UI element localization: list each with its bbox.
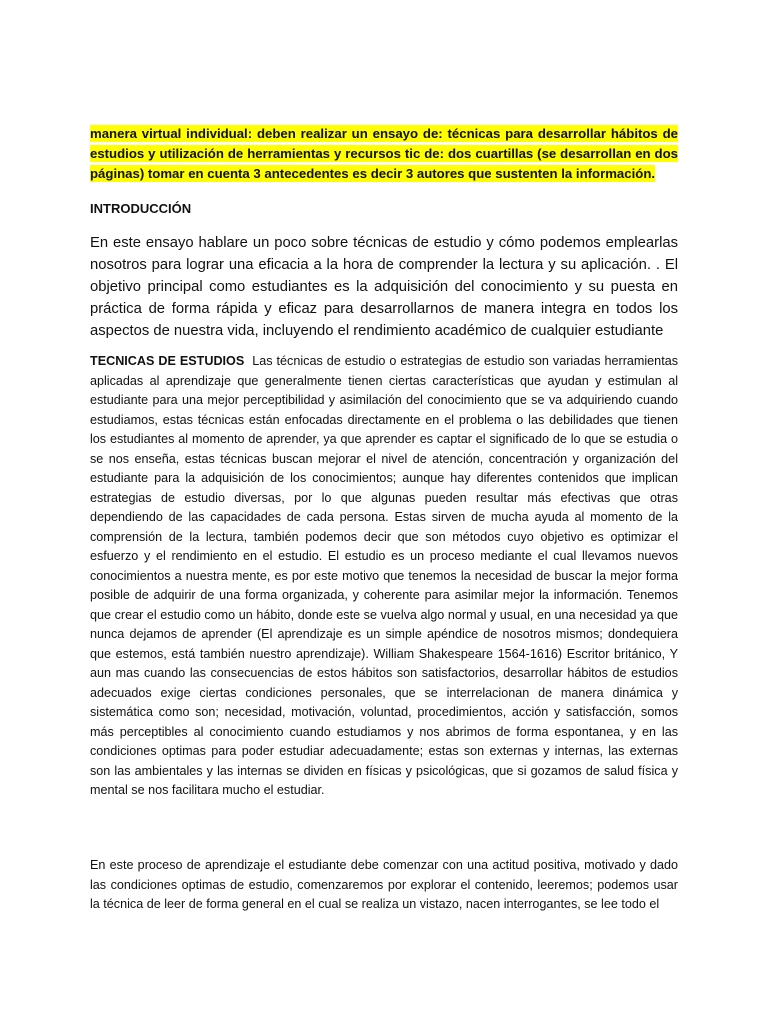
- techniques-heading: TECNICAS DE ESTUDIOS: [90, 354, 245, 368]
- techniques-paragraph: [90, 352, 678, 801]
- highlighted-text: manera virtual individual: deben realizar un ensayo de: técnicas para desarrollar hábitos de estudios y utilización de herramientas y recursos tic de: dos cuartillas (se desarrollan en dos páginas) tomar en cuenta 3 antecedentes es decir 3 autores que sustenten la información.: [90, 126, 678, 181]
- intro-paragraph: En este ensayo hablare un poco sobre técnicas de estudio y cómo podemos emplearlas nosotros para lograr una eficacia a la hora de comprender la lectura y su aplicación. . El objetivo principal como estudiantes es la adquisición del conocimiento y su puesta en práctica de forma rápida y eficaz para desarrollarnos de manera integra en todos los aspectos de nuestra vida, incluyendo el rendimiento académico de cualquier estudiante: [90, 235, 678, 339]
- assignment-instruction: [90, 124, 678, 184]
- intro-heading: INTRODUCCIÓN: [90, 201, 192, 216]
- process-paragraph: En este proceso de aprendizaje el estudiante debe comenzar con una actitud positiva, motivado y dado las condiciones optimas de estudio, comenzaremos por explorar el contenido, leeremos; podemos usar la técnica de leer de forma general en el cual se realiza un vistazo, nacen interrogantes, se lee todo el: [90, 858, 678, 911]
- techniques-text: Las técnicas de estudio o estrategias de estudio son variadas herramientas aplicadas al aprendizaje que generalmente tienen ciertas características que ayudan y estimulan al estudiante para una mejor perceptibilidad y asimilación del conocimiento que se va adquiriendo cuando estudiamos, estas técnicas están enfocadas directamente en el problema o las debilidades que tienen los estudiantes al momento de aprender, ya que aprender es captar el significado de lo que se estudia o se nos enseña, estas técnicas buscan mejorar el nivel de atención, concentración y organización del estudiante para la adquisición de los conocimientos; aunque hay diferentes contenidos que implican estrategias de estudio diversas, por lo que algunas pueden resultar más efectivas que otras dependiendo de las capacidades de cada persona. Estas sirven de mucha ayuda al momento de la comprensión de la lectura, también podemos decir que son métodos cuyo objetivo es optimizar el esfuerzo y el rendimiento en el estudio. El estudio es un proceso mediante el cual llevamos nuevos conocimientos a nuestra mente, es por este motivo que tenemos la necesidad de buscar la mejor forma posible de adquirir de una forma organizada, y coherente para asimilar mejor la información. Tenemos que crear el estudio como un hábito, donde este se vuelva algo normal y usual, en una necesidad ya que nunca dejamos de aprender (El aprendizaje es un simple apéndice de nosotros mismos; dondequiera que estemos, está también nuestro aprendizaje). William Shakespeare 1564-1616) Escritor británico, Y aun mas cuando las consecuencias de estos hábitos son satisfactorios, desarrollar hábitos de estudios adecuados exige ciertas condiciones personales, que se interrelacionan de manera dinámica y sistemática como son; necesidad, motivación, voluntad, procedimientos, acción y satisfacción, somos más perceptibles al conocimiento cuando estudiamos y nos abrimos de forma espontanea, y en las condiciones optimas para poder estudiar adecuadamente; estas son externas y internas, las externas son las ambientales y las internas se dividen en físicas y psicológicas, que si gozamos de salud física y mental se nos facilitara mucho el estudiar.: [90, 354, 678, 797]
